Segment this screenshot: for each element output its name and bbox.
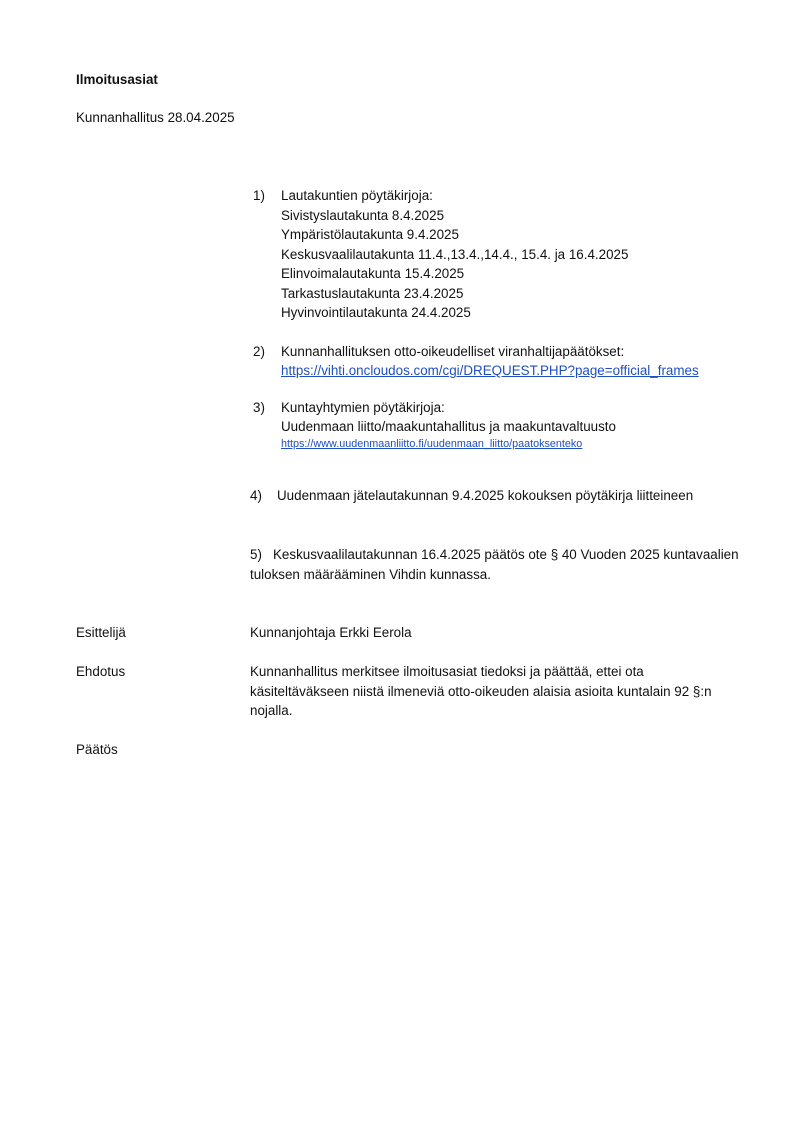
presenter-label: Esittelijä: [76, 625, 126, 640]
item-number: 2): [253, 344, 265, 359]
item-line: Elinvoimalautakunta 15.4.2025: [281, 266, 465, 281]
meeting-title: Kunnanhallitus 28.04.2025: [76, 110, 235, 125]
presenter-value: Kunnanjohtaja Erkki Eerola: [250, 625, 412, 640]
item-line: Ympäristölautakunta 9.4.2025: [281, 227, 459, 242]
item-title: Kunnanhallituksen otto-oikeudelliset viranhaltijapäätökset:: [281, 344, 625, 359]
proposal-label: Ehdotus: [76, 664, 126, 679]
item-text: Uudenmaan jätelautakunnan 9.4.2025 kokouksen pöytäkirja liitteineen: [277, 488, 694, 503]
decision-label: Päätös: [76, 742, 118, 757]
item-line: Sivistyslautakunta 8.4.2025: [281, 208, 445, 223]
item-title: Lautakuntien pöytäkirjoja:: [281, 188, 433, 203]
official-decisions-link[interactable]: https://vihti.oncloudos.com/cgi/DREQUEST.PHP?page=official_frames: [281, 363, 699, 378]
item-line: Hyvinvointilautakunta 24.4.2025: [281, 305, 471, 320]
item-line: Tarkastuslautakunta 23.4.2025: [281, 286, 464, 301]
proposal-value: Kunnanhallitus merkitsee ilmoitusasiat tiedoksi ja päättää, ettei ota käsiteltäväkseen niistä ilmeneviä otto-oikeuden alaisia asioita kuntalain 92 §:n nojalla.: [250, 664, 712, 719]
item-line: Uudenmaan liitto/maakuntahallitus ja maakuntavaltuusto: [281, 419, 616, 434]
item-text: Keskusvaalilautakunnan 16.4.2025 päätös ote § 40 Vuoden 2025 kuntavaalien tuloksen määrääminen Vihdin kunnassa.: [250, 547, 739, 582]
document-heading: Ilmoitusasiat: [76, 72, 158, 87]
item-number: 3): [253, 400, 265, 415]
item-number: 1): [253, 188, 265, 203]
item-line: Keskusvaalilautakunta 11.4.,13.4.,14.4., 15.4. ja 16.4.2025: [281, 247, 629, 262]
item-number: 5): [250, 547, 262, 562]
item-title: Kuntayhtymien pöytäkirjoja:: [281, 400, 445, 415]
item-number: 4): [250, 488, 262, 503]
uusimaa-regional-council-link[interactable]: https://www.uudenmaanliitto.fi/uudenmaan_liitto/paatoksenteko: [281, 438, 583, 450]
